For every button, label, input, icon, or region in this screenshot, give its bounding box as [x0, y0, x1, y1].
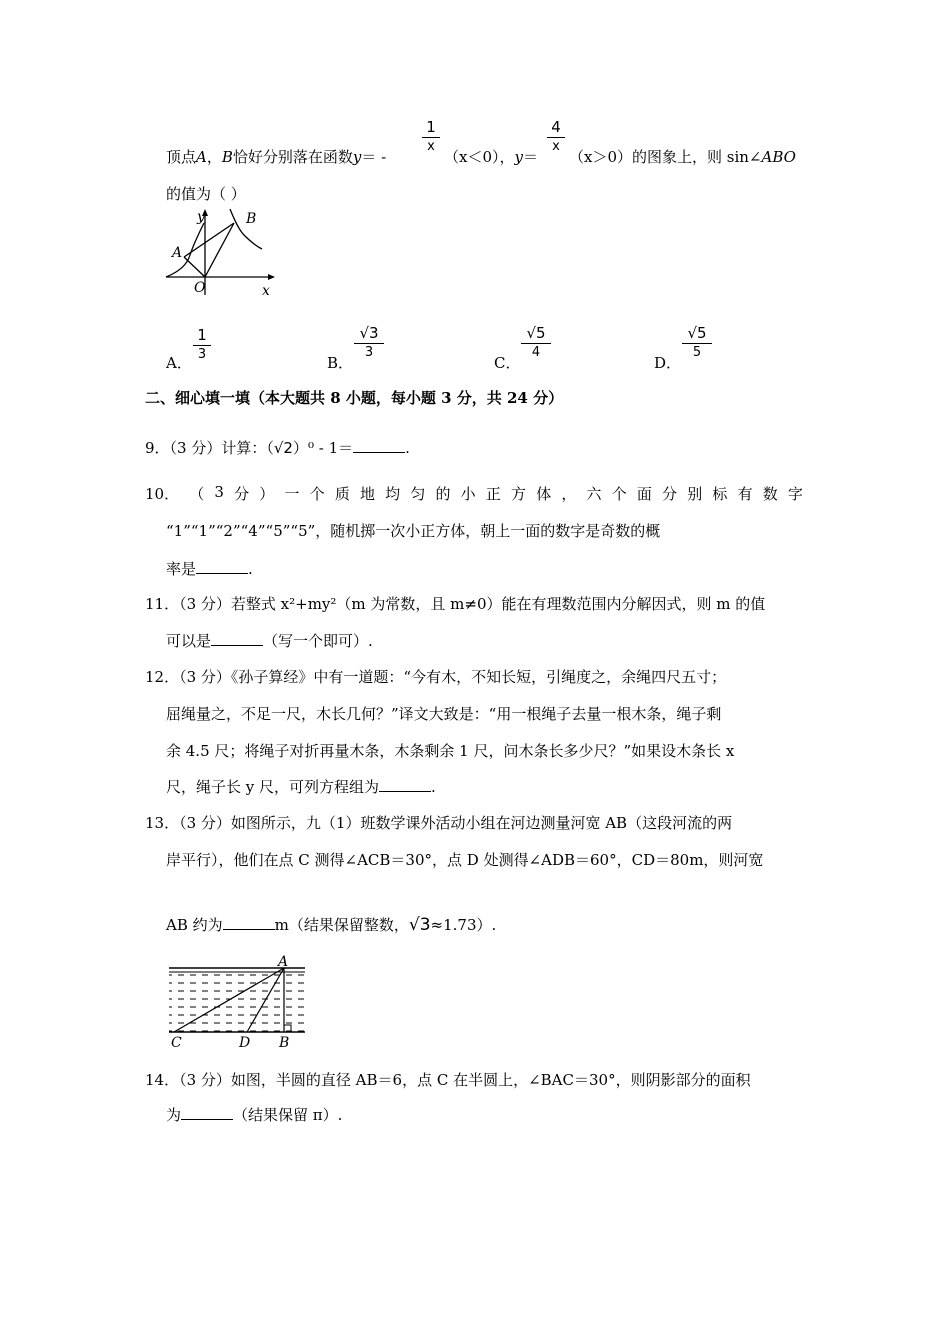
x-axis-arrow [268, 274, 275, 280]
question-13-line2: 岸平行），他们在点 C 测得∠ACB＝30°，点 D 处测得∠ADB＝60°，CD＝80m，则河宽 [166, 851, 764, 869]
q10-line1-char: 质 [334, 485, 350, 503]
option-B[interactable]: B． [327, 354, 354, 372]
option-A-fraction: 1 3 [193, 326, 211, 363]
label-D: D [239, 1035, 251, 1050]
q8-condition-1: （x＜0），y＝ [444, 148, 539, 166]
question-11-line1: 11．（3 分）若整式 x²+my²（m 为常数，且 m≠0）能在有理数范围内分解因式，则 m 的值 [145, 595, 766, 613]
label-B: B [279, 1035, 290, 1050]
question-12-line4: 尺，绳子长 y 尺，可列方程组为 . [166, 778, 436, 796]
q10-line1-char: 3 [214, 483, 224, 501]
q11-answer-blank[interactable] [211, 631, 263, 646]
q10-line1-char: 六 [586, 485, 602, 503]
question-9: 9．（3 分）计算：（√2）⁰ - 1＝ . [145, 439, 410, 457]
question-12-line2: 屈绳量之，不足一尺，木长几何？”译文大致是：“用一根绳子去量一根木条，绳子剩 [166, 705, 722, 723]
q10-line1-char: 分 [234, 485, 250, 503]
q10-line1-char: ） [259, 485, 275, 503]
q10-line1-char: ， [561, 485, 577, 503]
q8-line1: 顶点A，B恰好分别落在函数y＝ - [166, 148, 387, 166]
q10-line1-char: 数 [762, 485, 778, 503]
question-10-line3: 率是 . [166, 560, 253, 578]
q8-figure [160, 205, 280, 300]
question-11-line2: 可以是 （写一个即可）. [166, 632, 373, 650]
q14-answer-blank[interactable] [181, 1105, 233, 1120]
question-12-line3: 余 4.5 尺；将绳子对折再量木条，木条剩余 1 尺，问木条长多少尺？”如果设木条长 x [166, 742, 735, 760]
option-D[interactable]: D． [654, 354, 682, 372]
q10-line1-char: 标 [712, 485, 728, 503]
q10-line1-char: 面 [636, 485, 652, 503]
option-C[interactable]: C． [494, 354, 521, 372]
option-B-fraction: √3 3 [354, 324, 384, 361]
question-14-line1: 14．（3 分）如图，半圆的直径 AB＝6，点 C 在半圆上，∠BAC＝30°，则阴影部分的面积 [145, 1071, 751, 1089]
option-A[interactable]: A． [166, 354, 192, 372]
q10-line1-char: 均 [385, 485, 401, 503]
q10-line1-char: 一 [284, 485, 300, 503]
q10-line1-char: 个 [611, 485, 627, 503]
question-13-line1: 13．（3 分）如图所示，九（1）班数学课外活动小组在河边测量河宽 AB（这段河流的两 [145, 814, 733, 832]
q10-line1-char: 体 [536, 485, 552, 503]
label-A: A [278, 955, 289, 970]
q10-line1-char: 方 [511, 485, 527, 503]
q10-line1-char: 10． [145, 485, 180, 503]
label-C: C [171, 1035, 182, 1050]
option-D-fraction: √5 5 [682, 324, 712, 361]
q8-fraction-2: 4 x [547, 118, 565, 155]
q10-line1-char: 个 [309, 485, 325, 503]
q13-figure [165, 955, 315, 1050]
label-B: B [246, 211, 257, 227]
question-14-line2: 为 （结果保留 π）. [166, 1106, 343, 1124]
q10-line1-char: 别 [687, 485, 703, 503]
q8-fraction-1: 1 x [422, 118, 440, 155]
label-y: y [197, 209, 205, 225]
q10-line1-char: 小 [460, 485, 476, 503]
q10-line1-char: 正 [485, 485, 501, 503]
q13-answer-blank[interactable] [223, 915, 275, 930]
segment-OA [184, 257, 205, 277]
q10-line1-char: 的 [435, 485, 451, 503]
question-10-line1 [145, 483, 803, 504]
q10-line1-char: 字 [787, 485, 803, 503]
q8-line2: 的值为（ ） [166, 185, 246, 203]
label-O: O [194, 280, 206, 296]
q10-line1-char: （ [189, 485, 205, 503]
label-A: A [172, 245, 183, 261]
segment-OB [205, 223, 234, 277]
q8-condition-2: （x＞0）的图象上，则 sin∠ABO [569, 148, 796, 166]
q10-line1-char: 分 [662, 485, 678, 503]
q10-answer-blank[interactable] [196, 559, 248, 574]
q10-line1-char: 有 [737, 485, 753, 503]
q9-answer-blank[interactable] [353, 438, 405, 453]
q10-line1-char: 匀 [410, 485, 426, 503]
option-C-fraction: √5 4 [521, 324, 551, 361]
q12-answer-blank[interactable] [379, 777, 431, 792]
question-12-line1: 12．（3 分）《孙子算经》中有一道题：“今有木，不知长短，引绳度之，余绳四尺五寸； [145, 668, 727, 686]
q10-line1-char: 地 [359, 485, 375, 503]
label-x: x [262, 283, 270, 299]
question-13-line3: AB 约为 m（结果保留整数，√3≈1.73）. [166, 915, 497, 935]
segment-AB [184, 223, 234, 257]
section-2-title: 二、细心填一填（本大题共 8 小题，每小题 3 分，共 24 分） [145, 389, 564, 407]
question-10-line2: “1”“1”“2”“4”“5”“5”，随机掷一次小正方体，朝上一面的数字是奇数的概 [166, 522, 661, 540]
